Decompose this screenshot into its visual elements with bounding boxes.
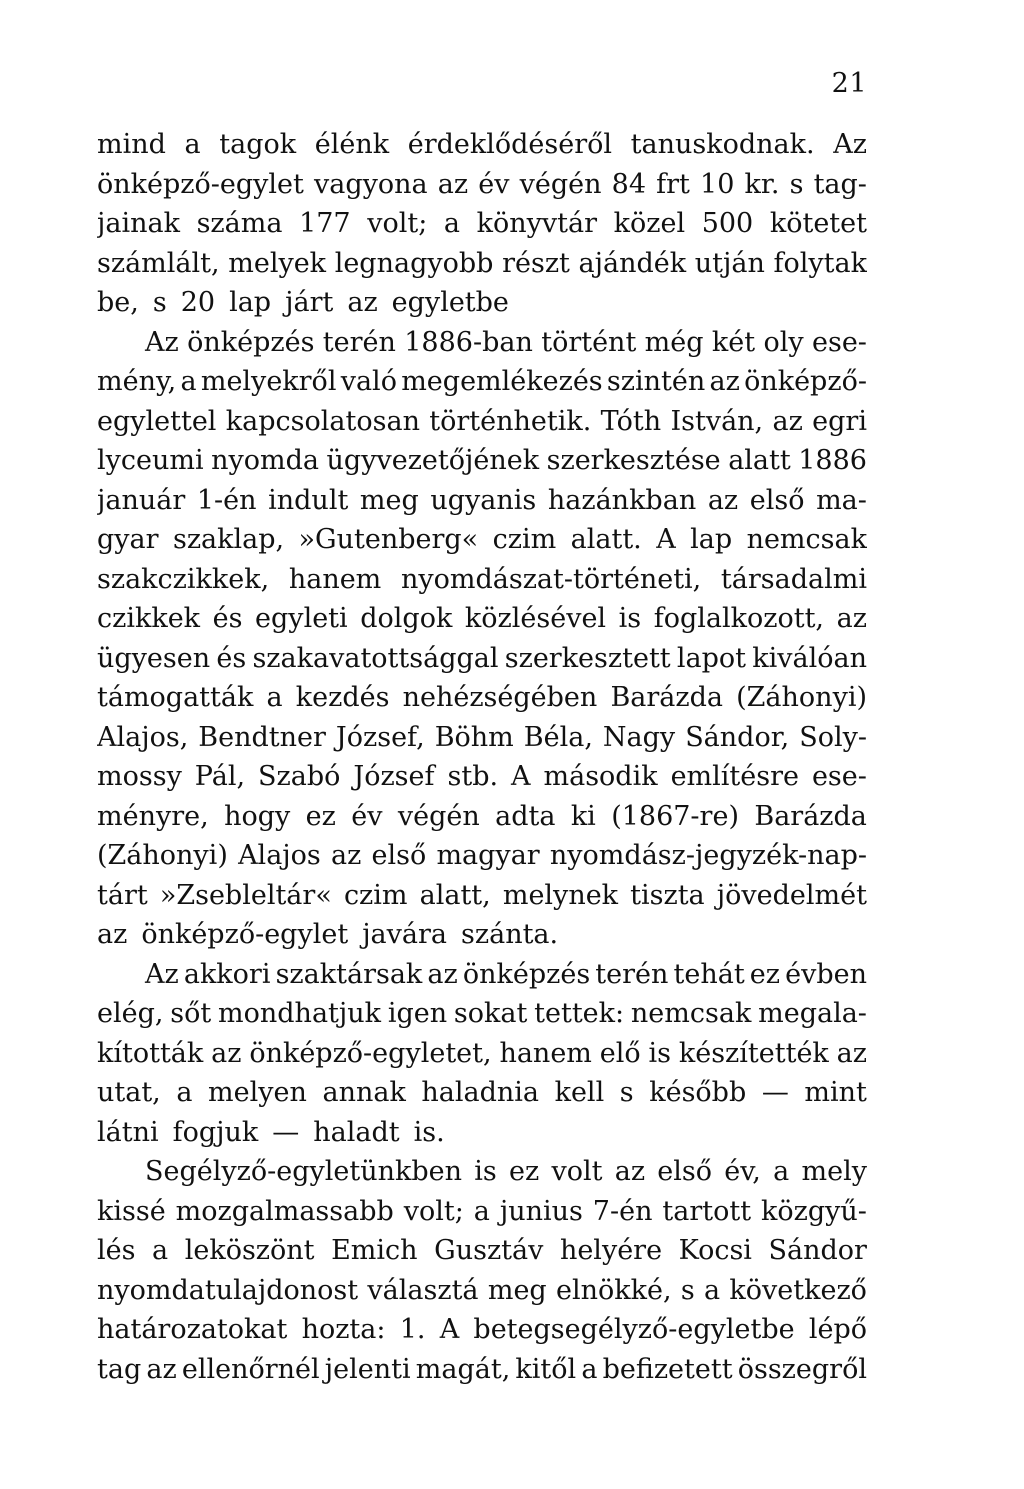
text-line <box>97 1152 867 1192</box>
word: is <box>474 1156 497 1187</box>
word: elő <box>599 1037 641 1069</box>
word: »Zsebleltár« <box>159 879 332 911</box>
text-line <box>97 994 867 1034</box>
word: A <box>656 524 676 555</box>
word: számlált, <box>97 247 220 279</box>
word: 1886-ban <box>404 326 533 358</box>
word: tiszta <box>630 879 705 911</box>
word: haladt <box>313 1116 400 1148</box>
text-line <box>97 362 867 402</box>
word: és <box>216 642 247 674</box>
word: ügyvezetőjének <box>326 445 540 476</box>
text-line <box>97 520 867 560</box>
word: első <box>749 484 805 516</box>
word: január <box>97 484 186 516</box>
word: részt <box>502 247 570 279</box>
word: Tóth <box>600 405 662 437</box>
word: az <box>707 484 739 516</box>
word: önképző- <box>744 366 867 397</box>
text-line <box>97 125 867 165</box>
word: első <box>657 1156 713 1187</box>
word: egyletbe <box>391 287 509 318</box>
word: Nagy <box>602 721 676 753</box>
word: a <box>152 1235 169 1266</box>
text-line <box>97 165 867 205</box>
word: is <box>618 603 642 634</box>
word: könyvtár <box>476 208 598 239</box>
word: Béla, <box>523 721 593 753</box>
word: később <box>649 1077 747 1108</box>
word: ese- <box>811 326 867 358</box>
text-line <box>97 757 867 797</box>
word: 500 <box>701 208 754 239</box>
word: volt <box>551 1156 603 1187</box>
word: Gusztáv <box>434 1235 544 1266</box>
text-line <box>97 481 867 521</box>
word: Sándor, <box>685 721 790 753</box>
text-line <box>97 1350 867 1390</box>
word: s <box>680 1274 695 1306</box>
word: készítették <box>678 1037 829 1069</box>
word: oly <box>763 326 804 358</box>
word: jövedelmét <box>716 879 867 911</box>
word: leköszönt <box>184 1235 315 1266</box>
word: frt <box>656 168 690 200</box>
word: vagyona <box>314 168 428 200</box>
word: egri <box>812 405 867 437</box>
word: foglalkozott, <box>653 603 825 634</box>
word: az <box>772 405 803 437</box>
word: az <box>211 1037 242 1069</box>
word: említésre <box>670 761 799 792</box>
word: a <box>473 1195 490 1227</box>
word: gyar <box>97 524 159 555</box>
word: közgyű- <box>761 1195 867 1227</box>
word: közel <box>613 208 686 239</box>
word: az <box>709 366 740 397</box>
text-line <box>97 323 867 363</box>
word: jainak <box>97 208 180 239</box>
word: Böhm <box>434 721 514 753</box>
word: czikkek <box>97 603 201 634</box>
word: társadalmi <box>720 563 867 595</box>
word: hazánkban <box>547 484 697 516</box>
word: ez <box>749 958 780 990</box>
word: fogjuk <box>172 1116 259 1148</box>
word: ügyesen <box>97 642 211 674</box>
text-line <box>97 678 867 718</box>
word: az <box>836 1037 867 1069</box>
text-line <box>97 718 867 758</box>
word: elég, <box>97 998 164 1029</box>
word: ki <box>570 800 596 832</box>
word: szerkesztése <box>546 445 721 476</box>
word: 20 <box>180 287 216 318</box>
word: kították <box>97 1037 204 1069</box>
text-line <box>97 1034 867 1074</box>
word: magyar <box>436 840 540 871</box>
word: igen <box>387 998 448 1029</box>
word: történt <box>541 326 637 358</box>
word: az <box>330 840 362 871</box>
word: Sándor <box>768 1235 867 1266</box>
word: tag <box>97 1353 142 1385</box>
word: Barázda <box>610 682 723 713</box>
word: mossy <box>97 761 182 792</box>
word: két <box>711 326 756 358</box>
word: szaklap, <box>172 524 285 555</box>
word: stb. <box>447 761 499 792</box>
text-line <box>97 560 867 600</box>
word: és <box>212 603 243 634</box>
word: tárt <box>97 879 148 911</box>
word: be, <box>97 287 139 318</box>
word: 1886 <box>798 445 867 476</box>
word: a <box>773 1156 790 1187</box>
word: kapcsolatosan <box>225 405 420 437</box>
text-line <box>97 955 867 995</box>
word: szintén <box>606 366 706 397</box>
text-line <box>97 876 867 916</box>
word: junius <box>499 1195 583 1227</box>
word: ese- <box>811 761 867 792</box>
word: 7-én <box>592 1195 653 1227</box>
word: terén <box>322 326 396 358</box>
word: hozta: <box>301 1314 386 1345</box>
word: dolgok <box>360 603 453 634</box>
word: mint <box>804 1077 867 1108</box>
word: haladnia <box>421 1077 540 1108</box>
word: az <box>347 287 378 318</box>
word: a <box>266 682 283 713</box>
word: Bendtner <box>198 721 326 753</box>
text-line <box>97 283 867 323</box>
word: nyomdászat-történeti, <box>400 563 702 595</box>
word: lap <box>690 524 733 555</box>
word: második <box>543 761 658 792</box>
word: 10 <box>700 168 735 200</box>
word: »Gutenberg« <box>298 524 479 555</box>
text-line <box>97 639 867 679</box>
word: önképző-egyletet, <box>249 1037 492 1069</box>
word: önképzés <box>462 958 591 990</box>
word: nyomda <box>211 445 320 476</box>
word: volt; <box>403 1195 464 1227</box>
word: ajándék <box>578 247 687 279</box>
word: érdeklődéséről <box>407 129 613 160</box>
word: szakczikkek, <box>97 563 270 595</box>
word: akkori <box>183 958 271 990</box>
word: tartott <box>662 1195 752 1227</box>
text-line <box>97 402 867 442</box>
word: végén <box>519 168 602 200</box>
word: 84 <box>611 168 647 200</box>
word: az <box>427 958 458 990</box>
word: — <box>761 1077 789 1108</box>
word: utján <box>694 247 765 279</box>
text-line <box>97 244 867 284</box>
word: s <box>789 168 804 200</box>
word: alatt, <box>419 879 491 911</box>
word: ez <box>305 800 336 832</box>
text-line <box>97 1271 867 1311</box>
word: Alajos <box>238 840 321 871</box>
word: helyére <box>559 1235 663 1266</box>
word: ma- <box>816 484 867 516</box>
word: szaktársak <box>275 958 423 990</box>
word: kiválóan <box>752 642 867 674</box>
word: annak <box>322 1077 406 1108</box>
word: utat, <box>97 1077 161 1108</box>
word: a <box>180 366 197 397</box>
word: szerkesztett <box>504 642 671 674</box>
word: tehát <box>673 958 745 990</box>
word: évben <box>785 958 867 990</box>
text-line <box>97 204 867 244</box>
text-line <box>97 441 867 481</box>
word: látni <box>97 1116 159 1148</box>
word: folytak <box>773 247 867 279</box>
word: czim <box>343 879 408 911</box>
page-number: 21 <box>831 68 867 99</box>
word: a <box>184 129 201 160</box>
word: meg <box>487 1274 547 1306</box>
text-line <box>97 797 867 837</box>
word: adta <box>495 800 556 832</box>
word: a <box>443 208 461 239</box>
word: az <box>614 1156 646 1187</box>
text-line <box>97 1073 867 1113</box>
word: melyek <box>228 247 327 279</box>
word: lés <box>97 1235 136 1266</box>
word: járt <box>285 287 334 318</box>
word: lap <box>229 287 272 318</box>
word: év <box>478 168 510 200</box>
word: jelenti <box>324 1353 411 1385</box>
word: befizetett <box>602 1353 733 1385</box>
word: s <box>619 1077 634 1108</box>
word: tag- <box>813 168 867 200</box>
text-line <box>97 1231 867 1271</box>
word: alatt <box>728 445 791 476</box>
word: önképző-egylet <box>97 168 304 200</box>
word: szánta. <box>461 919 559 950</box>
word: egylettel <box>97 405 217 437</box>
word: (1867-re) <box>611 800 739 832</box>
text-line <box>97 915 867 955</box>
text-line <box>97 1310 867 1350</box>
word: — <box>272 1116 300 1148</box>
word: Pál, <box>194 761 246 792</box>
word: tagok <box>219 129 297 160</box>
word: megemlékezés <box>401 366 603 397</box>
word: Kocsi <box>678 1235 752 1266</box>
word: kr. <box>744 168 780 200</box>
word: javára <box>362 919 448 950</box>
word: 177 <box>299 208 351 239</box>
word: mozgalmassabb <box>175 1195 394 1227</box>
word: meg <box>359 484 419 516</box>
word: az <box>437 168 469 200</box>
word: kitől <box>515 1353 577 1385</box>
word: kell <box>554 1077 605 1108</box>
word: év <box>351 800 383 832</box>
word: mind <box>97 129 166 160</box>
word: sőt <box>170 998 212 1029</box>
word: egyleti <box>255 603 348 634</box>
word: hogy <box>224 800 291 832</box>
word: Az <box>833 129 867 160</box>
word: nehézségében <box>402 682 598 713</box>
word: mondhatjuk <box>218 998 382 1029</box>
word: alatt. <box>570 524 642 555</box>
word: ményre, <box>97 800 209 832</box>
word: lyceumi <box>97 445 204 476</box>
word: Soly- <box>799 721 867 753</box>
word: István, <box>670 405 764 437</box>
word: melyen <box>208 1077 307 1108</box>
word: indult <box>268 484 349 516</box>
word: ez <box>509 1156 540 1187</box>
word: az <box>836 603 867 634</box>
word: Barázda <box>754 800 867 832</box>
word: élénk <box>314 129 390 160</box>
word: terén <box>595 958 669 990</box>
word: történhetik. <box>429 405 592 437</box>
word: hanem <box>288 563 382 595</box>
word: ellenőrnél <box>181 1353 320 1385</box>
word: Az <box>145 958 179 990</box>
word: ugyanis <box>430 484 537 516</box>
word: József <box>353 761 435 792</box>
word: még <box>644 326 704 358</box>
word: kötetet <box>769 208 867 239</box>
word: s <box>152 287 167 318</box>
word: Emich <box>331 1235 418 1266</box>
word: 1. <box>399 1314 426 1345</box>
word: legnagyobb <box>334 247 494 279</box>
word: kezdés <box>295 682 390 713</box>
word: (Záhonyi) <box>97 840 228 871</box>
word: a <box>581 1353 598 1385</box>
word: a <box>176 1077 193 1108</box>
word: nyomdász-jegyzék-nap- <box>549 840 867 871</box>
word: az <box>97 919 128 950</box>
word: elnökké, <box>556 1274 672 1306</box>
word: tettek: <box>534 998 625 1029</box>
text-line <box>97 1192 867 1232</box>
word: nemcsak <box>630 998 752 1029</box>
word: önképző-egylet <box>141 919 349 950</box>
word: év, <box>724 1156 761 1187</box>
word: megala- <box>758 998 867 1029</box>
word: nyomdatulajdonost <box>97 1274 359 1306</box>
word: Szabó <box>258 761 341 792</box>
word: első <box>371 840 427 871</box>
word: nemcsak <box>746 524 867 555</box>
word: való <box>340 366 397 397</box>
text-line <box>97 1113 867 1153</box>
word: Az <box>145 326 179 358</box>
word: az <box>146 1353 177 1385</box>
word: lapot <box>676 642 747 674</box>
word: határozatokat <box>97 1314 288 1345</box>
word: kissé <box>97 1195 166 1227</box>
word: is <box>648 1037 671 1069</box>
word: hanem <box>499 1037 592 1069</box>
word: (Záhonyi) <box>736 682 867 713</box>
word: magát, <box>415 1353 511 1385</box>
word: 1-én <box>196 484 257 516</box>
word: Segélyző-egyletünkben <box>145 1156 462 1187</box>
word: mely <box>801 1156 867 1187</box>
word: összegről <box>737 1353 867 1385</box>
word: tanuskodnak. <box>630 129 815 160</box>
word: lépő <box>808 1314 867 1345</box>
word: következő <box>729 1274 867 1306</box>
word: A <box>511 761 531 792</box>
word: czim <box>492 524 557 555</box>
word: közlésével <box>464 603 607 634</box>
word: Alajos, <box>97 721 189 753</box>
word: mény, <box>97 366 177 397</box>
word: melyekről <box>200 366 337 397</box>
word: végén <box>397 800 480 832</box>
word: támogatták <box>97 682 254 713</box>
word: is. <box>413 1116 445 1148</box>
word: József, <box>335 721 425 753</box>
word: szakavatottsággal <box>252 642 499 674</box>
word: önképzés <box>187 326 315 358</box>
word: száma <box>196 208 283 239</box>
word: a <box>704 1274 721 1306</box>
word: választá <box>367 1274 479 1306</box>
text-line <box>97 836 867 876</box>
word: betegsegélyző-egyletbe <box>473 1314 795 1345</box>
word: melynek <box>502 879 619 911</box>
word: volt; <box>367 208 428 239</box>
body-text <box>97 125 867 1389</box>
word: A <box>439 1314 460 1345</box>
text-line <box>97 599 867 639</box>
word: sokat <box>453 998 528 1029</box>
